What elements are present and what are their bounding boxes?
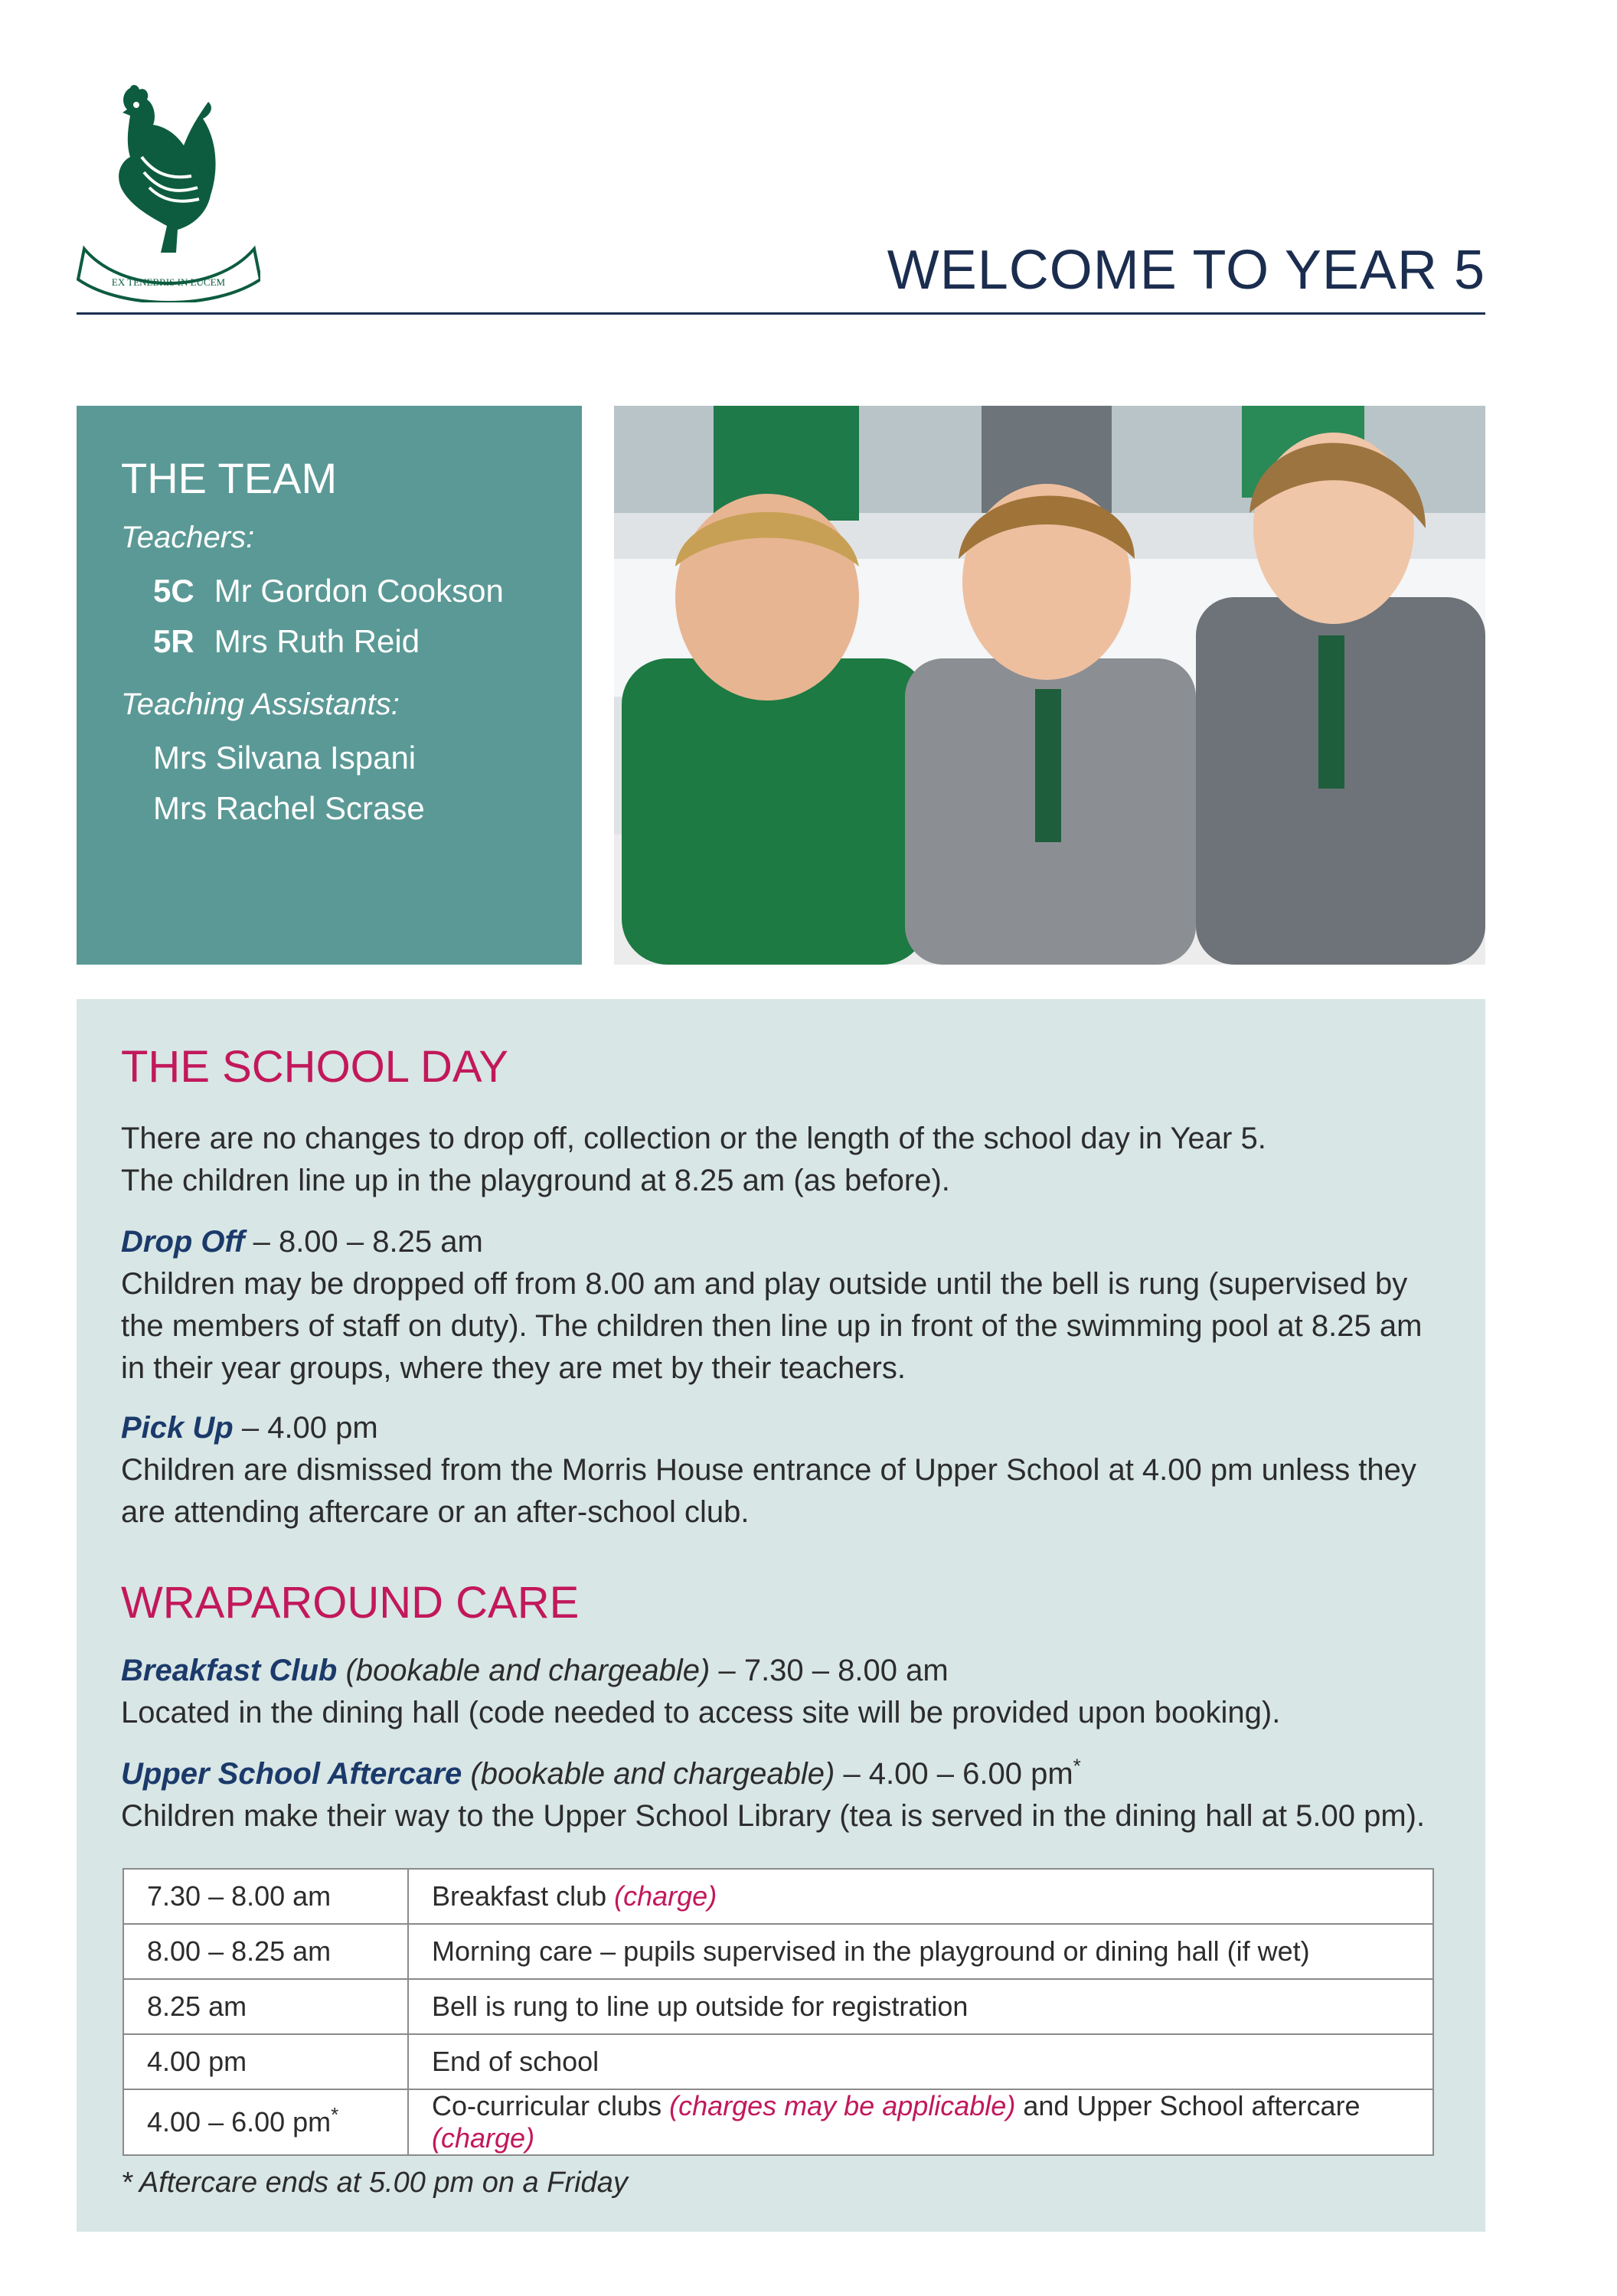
aftercare-label: Upper School Aftercare: [121, 1757, 462, 1791]
school-day-panel: [77, 999, 1485, 2232]
intro-line: The children line up in the playground at 8.25 am (as before).: [121, 1164, 950, 1197]
time-cell: 4.00 pm: [123, 2034, 408, 2089]
desc-text: Co-curricular clubs: [432, 2090, 670, 2121]
assistant-name: Mrs Silvana Ispani: [153, 740, 416, 776]
teachers-label: Teachers:: [121, 521, 255, 554]
time-cell: [123, 2089, 408, 2155]
school-crest-logo: [77, 73, 260, 302]
pick-up-section: [121, 1407, 1453, 1533]
footnote: * Aftercare ends at 5.00 pm on a Friday: [121, 2167, 628, 2199]
drop-off-time: – 8.00 – 8.25 am: [244, 1225, 483, 1259]
pick-up-text: Children are dismissed from the Morris House entrance of Upper School at 4.00 pm unless they are attending aftercare or an after-school club.: [121, 1453, 1416, 1529]
pick-up-time: – 4.00 pm: [233, 1411, 378, 1445]
teacher-row: [153, 573, 504, 609]
drop-off-section: [121, 1221, 1453, 1390]
aftercare-section: [121, 1753, 1453, 1837]
time-cell: 8.25 am: [123, 1979, 408, 2034]
header-divider: [77, 312, 1485, 315]
asterisk: *: [331, 2103, 339, 2126]
aftercare-asterisk: *: [1073, 1754, 1081, 1778]
aftercare-time: – 4.00 – 6.00 pm: [835, 1757, 1073, 1791]
team-panel: [77, 406, 582, 965]
breakfast-text: Located in the dining hall (code needed to access site will be provided upon booking).: [121, 1696, 1281, 1729]
table-row: [123, 2034, 1433, 2089]
desc-text: Breakfast club: [432, 1880, 615, 1912]
crest-motto: EX TENEBRIS IN LUCEM: [111, 276, 226, 288]
desc-cell: Morning care – pupils supervised in the playground or dining hall (if wet): [408, 1924, 1433, 1979]
teacher-name: Mrs Ruth Reid: [214, 623, 420, 659]
desc-cell: [408, 1869, 1433, 1924]
charge-note: (charge): [614, 1880, 717, 1912]
time-text: 4.00 – 6.00 pm: [147, 2106, 332, 2138]
breakfast-label: Breakfast Club: [121, 1654, 338, 1687]
school-day-heading: THE SCHOOL DAY: [121, 1042, 508, 1092]
breakfast-note: (bookable and chargeable): [345, 1654, 710, 1687]
pick-up-label: Pick Up: [121, 1411, 234, 1445]
aftercare-note: (bookable and chargeable): [470, 1757, 835, 1791]
classroom-photo: [614, 406, 1485, 965]
table-row: [123, 1869, 1433, 1924]
teacher-name: Mr Gordon Cookson: [214, 573, 504, 609]
class-code: 5R: [153, 623, 194, 659]
assistants-label: Teaching Assistants:: [121, 687, 400, 721]
teacher-row: [153, 623, 420, 660]
wraparound-heading: WRAPAROUND CARE: [121, 1578, 580, 1628]
table-row: [123, 1979, 1433, 2034]
desc-cell: [408, 2089, 1433, 2155]
table-row: [123, 1924, 1433, 1979]
page-title: WELCOME TO YEAR 5: [887, 240, 1485, 301]
aftercare-text: Children make their way to the Upper School Library (tea is served in the dining hall at 5.00 pm).: [121, 1799, 1426, 1833]
breakfast-club-section: [121, 1650, 1453, 1734]
table-row: [123, 2089, 1433, 2155]
drop-off-text: Children may be dropped off from 8.00 am and play outside until the bell is rung (supervised by the members of staff on duty). The children then line up in front of the swimming pool at 8.25 am in their year groups, where they are met by their teachers.: [121, 1267, 1423, 1385]
assistant-name: Mrs Rachel Scrase: [153, 790, 425, 826]
team-heading: THE TEAM: [121, 454, 338, 502]
charge-note: (charge): [432, 2122, 535, 2154]
intro-line: There are no changes to drop off, collection or the length of the school day in Year 5.: [121, 1122, 1266, 1155]
desc-text: and Upper School aftercare: [1015, 2090, 1361, 2121]
drop-off-label: Drop Off: [121, 1225, 245, 1259]
time-cell: 7.30 – 8.00 am: [123, 1869, 408, 1924]
class-code: 5C: [153, 573, 194, 609]
desc-cell: Bell is rung to line up outside for registration: [408, 1979, 1433, 2034]
desc-cell: End of school: [408, 2034, 1433, 2089]
schedule-table: [122, 1868, 1434, 2156]
intro-paragraph: [121, 1118, 1453, 1202]
charge-note: (charges may be applicable): [669, 2090, 1016, 2121]
time-cell: 8.00 – 8.25 am: [123, 1924, 408, 1979]
breakfast-time: – 7.30 – 8.00 am: [710, 1654, 949, 1687]
